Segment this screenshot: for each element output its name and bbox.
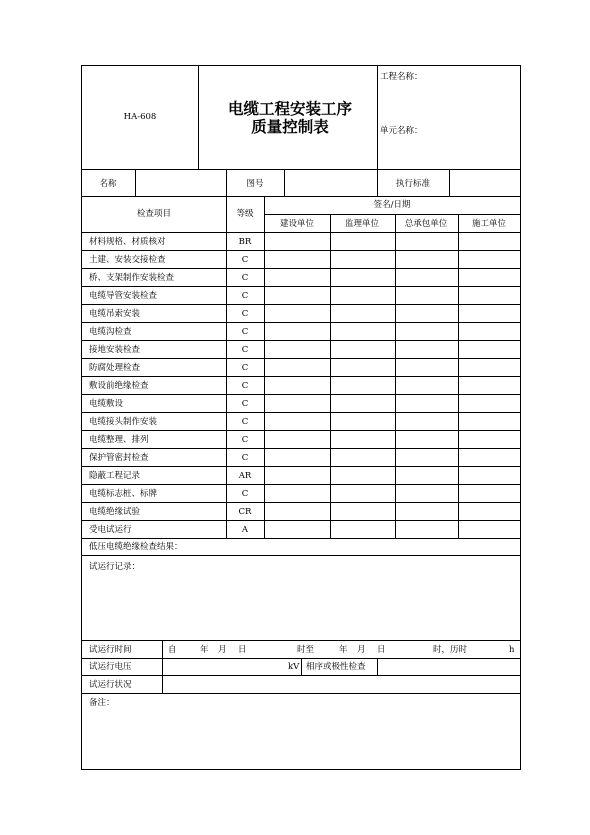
rule-status-bottom bbox=[81, 693, 521, 694]
check-grade: AR bbox=[238, 471, 252, 481]
sign-column-supervision: 监理单位 bbox=[344, 219, 380, 229]
row-rule bbox=[81, 250, 521, 251]
form-code: HA-608 bbox=[123, 112, 157, 122]
voltage-row-divider-2 bbox=[377, 658, 378, 675]
row-rule bbox=[81, 520, 521, 521]
check-grade: C bbox=[241, 327, 249, 337]
row-rule bbox=[81, 412, 521, 413]
row-rule bbox=[81, 286, 521, 287]
check-item: 受电试运行 bbox=[89, 525, 132, 535]
row-rule bbox=[81, 376, 521, 377]
check-grade: C bbox=[241, 435, 249, 445]
check-item: 电缆标志桩、标牌 bbox=[89, 489, 158, 499]
check-item: 敷设前绝缘检查 bbox=[89, 381, 149, 391]
rule-voltage-bottom bbox=[81, 675, 521, 676]
time-to-year: 年 bbox=[339, 645, 348, 655]
check-item: 隐蔽工程记录 bbox=[89, 471, 141, 481]
voltage-row-divider-1 bbox=[301, 658, 302, 675]
check-grade: C bbox=[241, 273, 249, 283]
header-divider-right bbox=[377, 65, 378, 169]
check-grade: C bbox=[241, 309, 249, 319]
rule-info-top bbox=[81, 169, 521, 170]
info-divider-1 bbox=[135, 169, 136, 196]
sign-column-general-contractor: 总承包单位 bbox=[404, 219, 448, 229]
info-divider-4 bbox=[377, 169, 378, 196]
check-grade: C bbox=[241, 363, 249, 373]
sign-column-construction: 建设单位 bbox=[279, 219, 315, 229]
row-rule bbox=[81, 322, 521, 323]
check-item: 电缆绝缘试验 bbox=[89, 507, 141, 517]
check-grade: C bbox=[241, 291, 249, 301]
kv-unit: kV bbox=[288, 662, 300, 672]
trial-run-status-label: 试运行状况 bbox=[89, 680, 132, 690]
low-voltage-result-label: 低压电缆绝缘检查结果： bbox=[89, 542, 183, 552]
sign-group-header: 签名/日期 bbox=[373, 200, 411, 210]
form-title-line2: 质量控制表 bbox=[251, 118, 329, 136]
rule-record-bottom bbox=[81, 640, 521, 641]
check-grade: C bbox=[241, 381, 249, 391]
drawing-no-label: 图号 bbox=[246, 179, 264, 189]
row-rule bbox=[81, 340, 521, 341]
trial-run-voltage-label: 试运行电压 bbox=[89, 662, 132, 672]
grade-column-header: 等级 bbox=[236, 209, 254, 219]
time-from-label: 自 bbox=[168, 645, 177, 655]
rule-sign-header-split bbox=[264, 214, 521, 215]
header-divider-left bbox=[198, 65, 199, 169]
sign-column-builder: 施工单位 bbox=[471, 219, 507, 229]
time-to-month: 月 bbox=[357, 645, 366, 655]
check-grade: A bbox=[241, 525, 249, 535]
time-from-month: 月 bbox=[218, 645, 227, 655]
standard-label: 执行标准 bbox=[395, 179, 431, 189]
col-divider-grade bbox=[264, 196, 265, 538]
form-title bbox=[228, 100, 352, 136]
col-divider-item bbox=[226, 196, 227, 538]
check-item: 防腐处理检查 bbox=[89, 363, 141, 373]
unit-name-label: 单元名称： bbox=[380, 126, 423, 136]
check-item: 电缆沟检查 bbox=[89, 327, 132, 337]
check-item: 电缆敷设 bbox=[89, 399, 124, 409]
phase-check-label: 相序或极性检查 bbox=[306, 662, 366, 672]
check-item: 电缆吊索安装 bbox=[89, 309, 141, 319]
row-rule bbox=[81, 538, 521, 539]
check-grade: C bbox=[241, 453, 249, 463]
check-grade: C bbox=[241, 399, 249, 409]
row-rule bbox=[81, 484, 521, 485]
check-grade: C bbox=[241, 255, 249, 265]
row-rule bbox=[81, 448, 521, 449]
time-hour-unit: h bbox=[509, 645, 515, 655]
time-to-label: 时至 bbox=[297, 645, 315, 655]
rule-table-header-bottom bbox=[81, 232, 521, 233]
trial-run-time-label: 试运行时间 bbox=[89, 645, 132, 655]
time-from-day: 日 bbox=[238, 645, 247, 655]
project-name-label: 工程名称： bbox=[380, 72, 423, 82]
row-rule bbox=[81, 304, 521, 305]
check-item: 电缆导管安装检查 bbox=[89, 291, 158, 301]
row-rule bbox=[81, 394, 521, 395]
check-grade: C bbox=[241, 417, 249, 427]
check-item: 保护管密封检查 bbox=[89, 453, 149, 463]
check-grade: C bbox=[241, 489, 249, 499]
check-item: 桥、支架制作安装检查 bbox=[89, 273, 175, 283]
check-item: 电缆整理、排列 bbox=[89, 435, 149, 445]
trial-run-record-label: 试运行记录： bbox=[89, 562, 141, 572]
check-grade: C bbox=[241, 345, 249, 355]
item-column-header: 检查项目 bbox=[136, 209, 172, 219]
check-item: 电缆接头制作安装 bbox=[89, 417, 158, 427]
info-divider-3 bbox=[284, 169, 285, 196]
rule-low-voltage-bottom bbox=[81, 555, 521, 556]
check-item: 接地安装检查 bbox=[89, 345, 141, 355]
row-rule bbox=[81, 358, 521, 359]
row-rule bbox=[81, 430, 521, 431]
time-from-year: 年 bbox=[200, 645, 209, 655]
remarks-label: 备注： bbox=[89, 698, 115, 708]
time-row-divider bbox=[162, 640, 163, 693]
time-to-day: 日 bbox=[377, 645, 386, 655]
info-divider-5 bbox=[449, 169, 450, 196]
info-divider-2 bbox=[226, 169, 227, 196]
row-rule bbox=[81, 268, 521, 269]
row-rule bbox=[81, 466, 521, 467]
check-item: 土建、安装交接检查 bbox=[89, 255, 166, 265]
check-item: 材料规格、材质核对 bbox=[89, 237, 166, 247]
check-grade: CR bbox=[238, 507, 252, 517]
name-label: 名称 bbox=[99, 179, 117, 189]
time-lasting-label: 时，历时 bbox=[433, 645, 468, 655]
form-title-line1: 电缆工程安装工序 bbox=[227, 100, 353, 118]
check-grade: BR bbox=[238, 237, 252, 247]
rule-info-bottom bbox=[81, 196, 521, 197]
row-rule bbox=[81, 502, 521, 503]
